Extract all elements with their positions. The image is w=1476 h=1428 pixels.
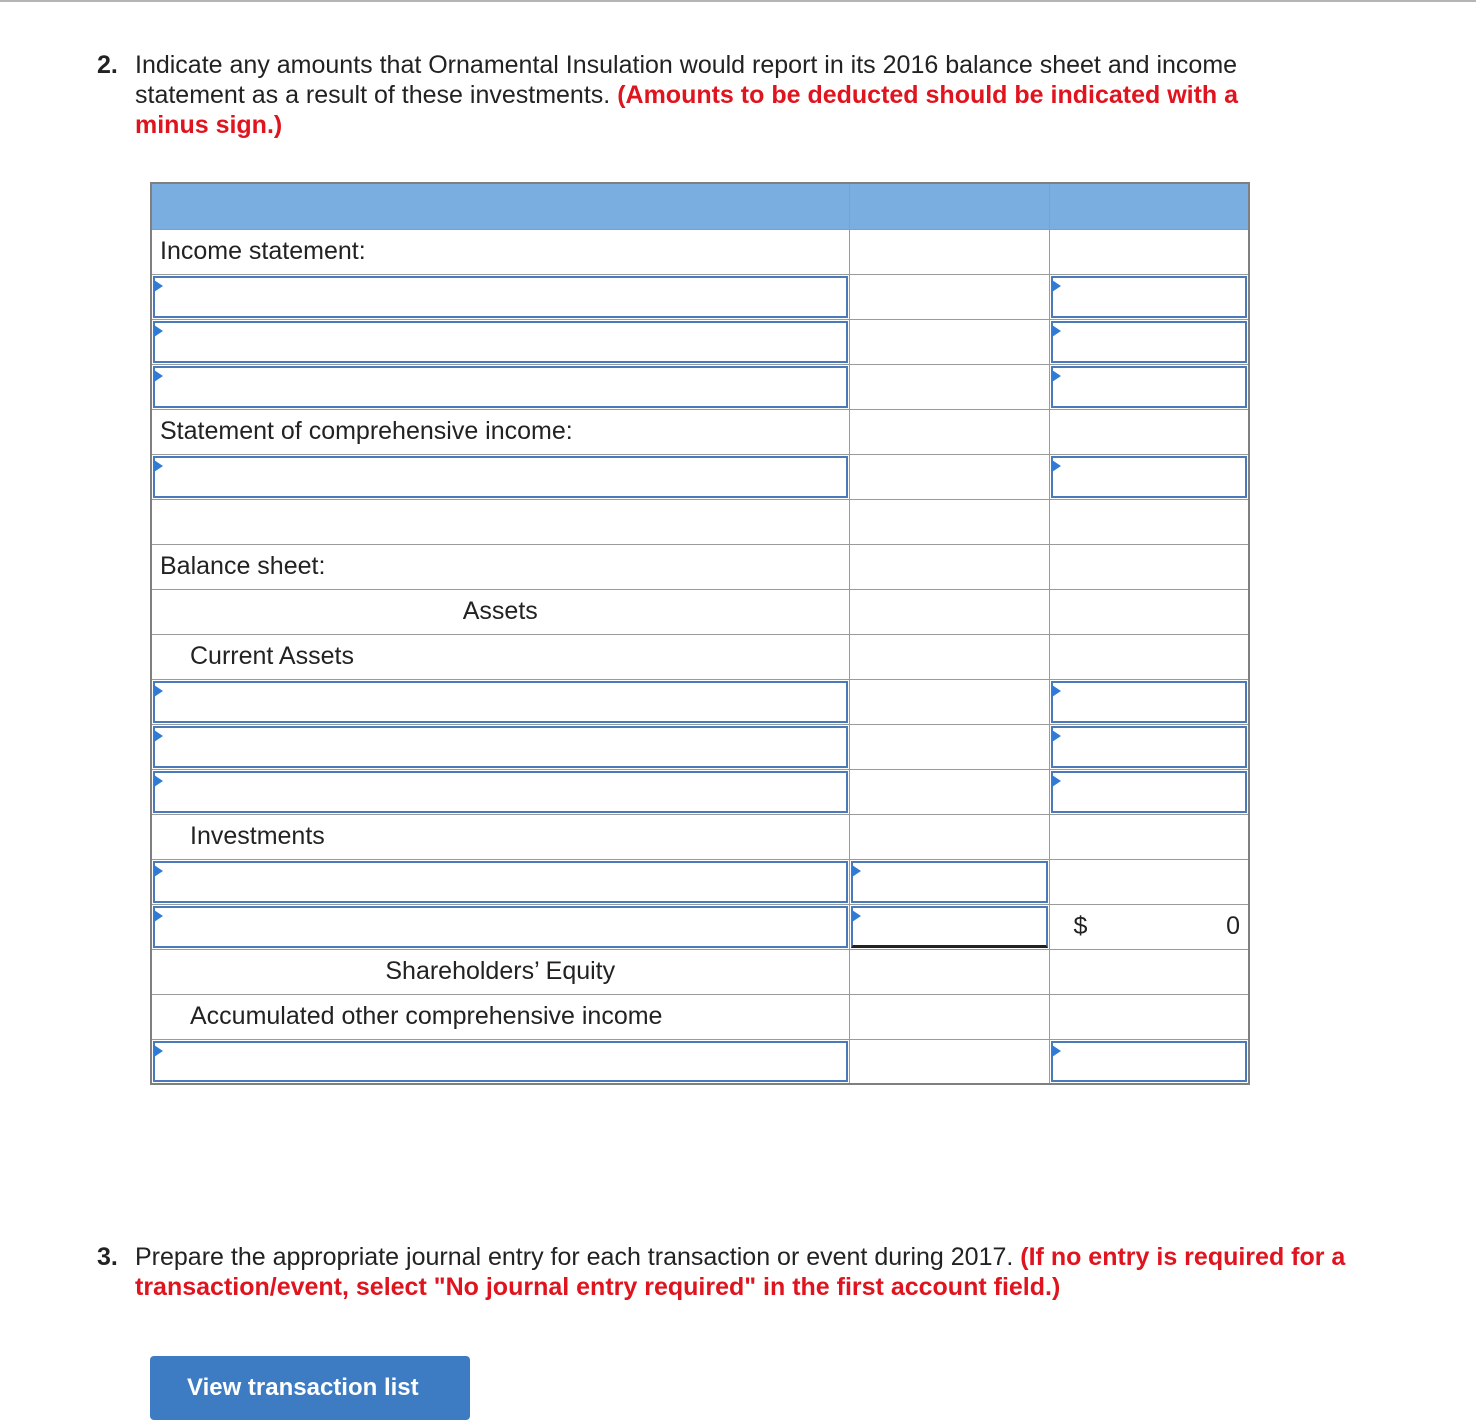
comprehensive-income-label: Statement of comprehensive income: — [160, 417, 573, 445]
table-row — [151, 679, 1249, 724]
total-cell — [1049, 904, 1249, 949]
account-dropdown[interactable] — [153, 771, 848, 813]
table-cell — [1049, 499, 1249, 544]
table-cell — [849, 319, 1049, 364]
question-note: (Amounts to be deducted should be indicated with a minus sign.) — [135, 81, 1239, 139]
amount-input[interactable] — [1051, 321, 1248, 363]
amount-input[interactable] — [851, 906, 1048, 948]
aoci-label: Accumulated other comprehensive income — [190, 1002, 663, 1030]
total-value: 0 — [1226, 912, 1240, 940]
table-cell — [849, 544, 1049, 589]
view-transaction-list-button[interactable]: View transaction list — [150, 1356, 470, 1420]
question-number: 2. — [97, 51, 118, 79]
table-cell — [849, 409, 1049, 454]
table-cell — [849, 634, 1049, 679]
table-cell — [1049, 994, 1249, 1039]
account-dropdown[interactable] — [153, 906, 848, 948]
table-cell — [1049, 589, 1249, 634]
table-cell — [849, 679, 1049, 724]
table-cell — [1049, 229, 1249, 274]
header-cell — [1049, 183, 1249, 229]
amount-input[interactable] — [1051, 681, 1248, 723]
account-dropdown[interactable] — [153, 366, 848, 408]
table-row — [151, 229, 1249, 274]
question-text: Indicate any amounts that Ornamental Insulation would report in its 2016 balance sheet and income statement as a result of these investments. — [135, 51, 1238, 109]
table-row — [151, 274, 1249, 319]
table-row — [151, 1039, 1249, 1084]
amount-input[interactable] — [1051, 276, 1248, 318]
table-row — [151, 994, 1249, 1039]
table-row — [151, 454, 1249, 499]
table-cell — [1049, 544, 1249, 589]
table-row — [151, 724, 1249, 769]
table-cell — [849, 994, 1049, 1039]
table-cell — [1049, 949, 1249, 994]
question-3 — [97, 1242, 1357, 1302]
financial-statement-table — [150, 182, 1250, 1085]
table-cell — [849, 274, 1049, 319]
table-cell — [849, 1039, 1049, 1084]
amount-input[interactable] — [1051, 366, 1248, 408]
table-row — [151, 814, 1249, 859]
question-text: Prepare the appropriate journal entry for each transaction or event during 2017. — [135, 1243, 1014, 1271]
table-row — [151, 544, 1249, 589]
shareholders-equity-heading: Shareholders’ Equity — [385, 957, 616, 985]
table-cell — [849, 499, 1049, 544]
table-row — [151, 949, 1249, 994]
income-statement-label: Income statement: — [160, 237, 366, 265]
currency-symbol: $ — [1073, 912, 1088, 940]
account-dropdown[interactable] — [153, 456, 848, 498]
table-cell — [1049, 814, 1249, 859]
account-dropdown[interactable] — [153, 276, 848, 318]
table-row — [151, 859, 1249, 904]
question-note: (If no entry is required for a transaction/event, select "No journal entry required" in the first account field.) — [135, 1243, 1346, 1301]
table-cell — [849, 454, 1049, 499]
table-cell — [151, 499, 849, 544]
current-assets-label: Current Assets — [190, 642, 354, 670]
table-cell — [849, 364, 1049, 409]
account-dropdown[interactable] — [153, 321, 848, 363]
account-dropdown[interactable] — [153, 726, 848, 768]
account-dropdown[interactable] — [153, 1041, 848, 1083]
table-cell — [849, 589, 1049, 634]
table-cell — [849, 724, 1049, 769]
table-cell — [1049, 409, 1249, 454]
amount-input[interactable] — [1051, 456, 1248, 498]
top-divider — [0, 0, 1476, 2]
amount-input[interactable] — [1051, 726, 1248, 768]
table-row — [151, 634, 1249, 679]
table-row — [151, 589, 1249, 634]
table-cell — [849, 814, 1049, 859]
account-dropdown[interactable] — [153, 861, 848, 903]
header-cell — [151, 183, 849, 229]
table-row — [151, 319, 1249, 364]
table-row — [151, 409, 1249, 454]
table-row — [151, 769, 1249, 814]
table-cell — [849, 229, 1049, 274]
amount-input[interactable] — [1051, 771, 1248, 813]
table-cell — [849, 769, 1049, 814]
question-number: 3. — [97, 1243, 118, 1271]
table-row — [151, 904, 1249, 949]
question-2 — [97, 50, 1297, 140]
table-header-row — [151, 183, 1249, 229]
assets-heading: Assets — [462, 597, 538, 625]
header-cell — [849, 183, 1049, 229]
account-dropdown[interactable] — [153, 681, 848, 723]
amount-input[interactable] — [851, 861, 1048, 903]
table-row — [151, 364, 1249, 409]
table-cell — [1049, 859, 1249, 904]
investments-label: Investments — [190, 822, 325, 850]
amount-input[interactable] — [1051, 1041, 1248, 1083]
table-cell — [849, 949, 1049, 994]
row-label-cell — [151, 229, 849, 274]
balance-sheet-label: Balance sheet: — [160, 552, 326, 580]
table-row — [151, 499, 1249, 544]
table-cell — [1049, 634, 1249, 679]
